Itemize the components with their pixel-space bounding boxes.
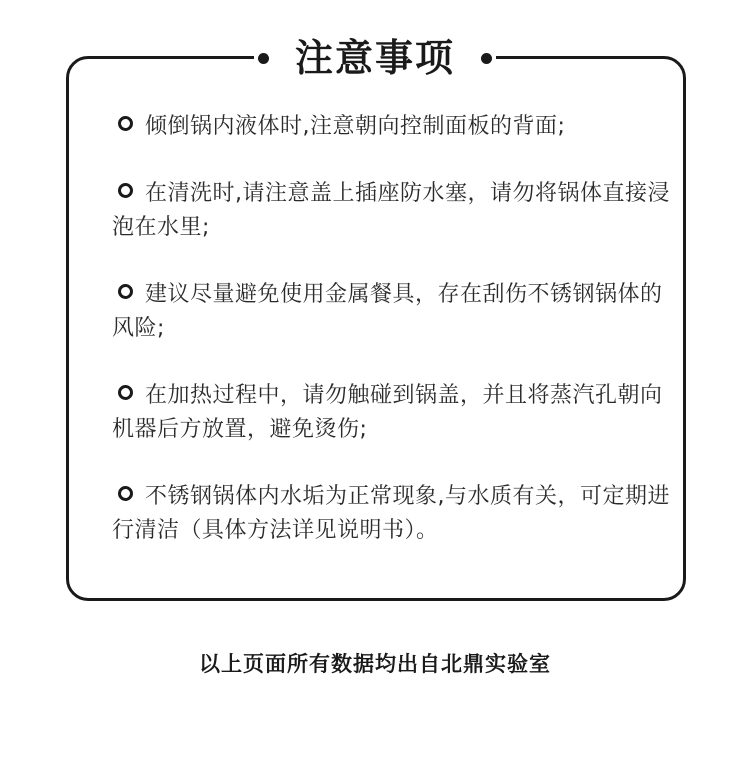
circle-bullet-icon bbox=[118, 486, 133, 501]
page-title: 注意事项 bbox=[294, 36, 455, 80]
title-right-dot-icon bbox=[481, 53, 492, 64]
circle-bullet-icon bbox=[118, 284, 133, 299]
list-item-text: 建议尽量避免使用金属餐具，存在刮伤不锈钢锅体的风险; bbox=[112, 282, 663, 341]
list-item bbox=[112, 379, 672, 447]
list-item bbox=[112, 278, 672, 346]
circle-bullet-icon bbox=[118, 385, 133, 400]
title-left-dot-icon bbox=[258, 53, 269, 64]
title-bar bbox=[0, 30, 750, 86]
title-inner bbox=[254, 36, 496, 80]
list-item-text: 倾倒锅内液体时,注意朝向控制面板的背面; bbox=[145, 114, 566, 139]
list-item bbox=[112, 480, 672, 548]
list-item-text: 不锈钢锅体内水垢为正常现象,与水质有关，可定期进行清洁（具体方法详见说明书）。 bbox=[112, 484, 670, 543]
list-item-text: 在清洗时,请注意盖上插座防水塞，请勿将锅体直接浸泡在水里; bbox=[112, 181, 670, 240]
circle-bullet-icon bbox=[118, 183, 133, 198]
list-item bbox=[112, 177, 672, 245]
footer-note: 以上页面所有数据均出自北鼎实验室 bbox=[199, 652, 551, 676]
circle-bullet-icon bbox=[118, 116, 133, 131]
list-item bbox=[112, 110, 672, 144]
notice-list bbox=[112, 110, 672, 581]
list-item-text: 在加热过程中，请勿触碰到锅盖，并且将蒸汽孔朝向机器后方放置，避免烫伤; bbox=[112, 383, 663, 442]
